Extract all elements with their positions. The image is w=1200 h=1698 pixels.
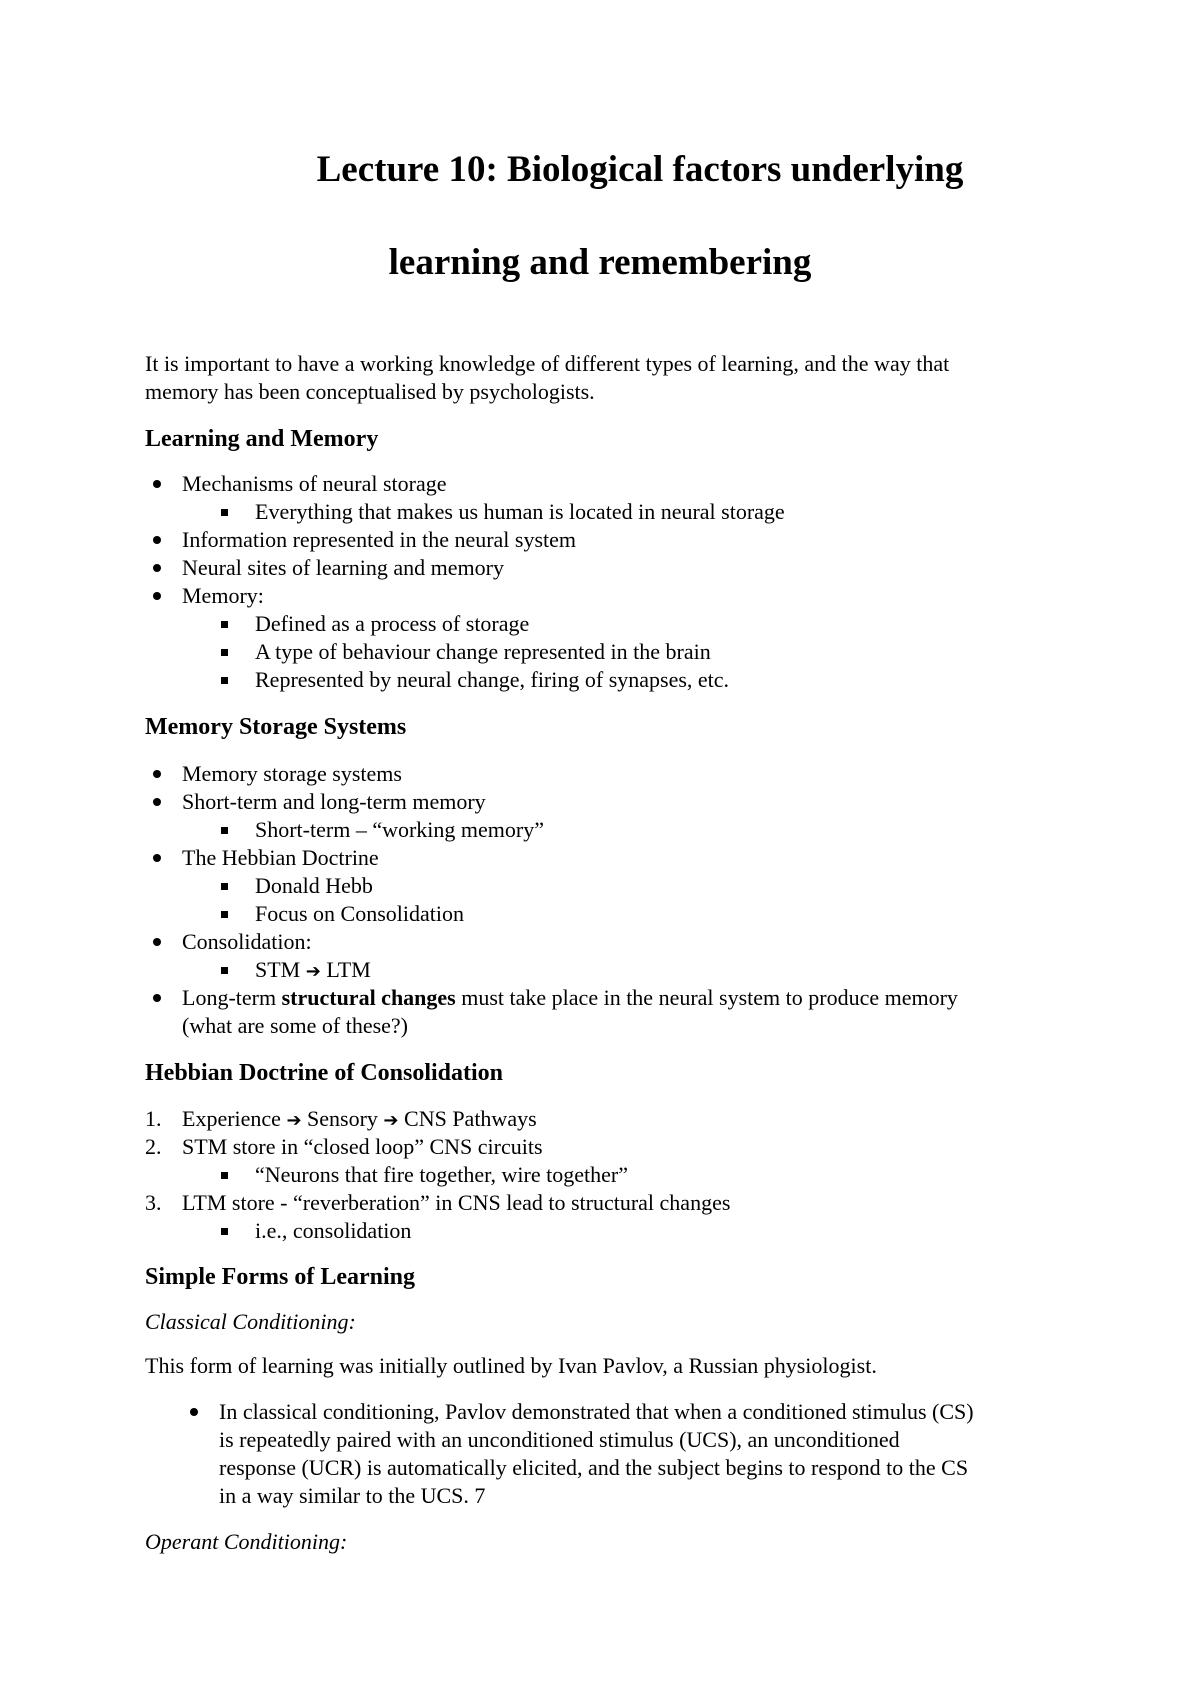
bullet-icon (190, 1408, 198, 1416)
square-bullet-icon (221, 621, 228, 628)
bullet-icon (153, 798, 161, 806)
square-bullet-icon (221, 911, 228, 918)
section-heading-hebbian: Hebbian Doctrine of Consolidation (145, 1060, 504, 1086)
square-bullet-icon (221, 883, 228, 890)
square-bullet-icon (221, 509, 228, 516)
square-bullet-icon (221, 827, 228, 834)
page-title-line-1: Lecture 10: Biological factors underlying (316, 149, 964, 190)
square-bullet-icon (221, 1172, 228, 1179)
stm-label: STM (255, 957, 301, 982)
intro-line-1: It is important to have a working knowledge of different types of learning, and the way that (145, 351, 950, 376)
bullet-icon (153, 854, 161, 862)
section-heading-learning-memory: Learning and Memory (145, 426, 379, 452)
right-arrow-icon: ➔ (383, 1110, 399, 1131)
classical-intro: This form of learning was initially outlined by Ivan Pavlov, a Russian physiologist. (145, 1353, 877, 1378)
document-page: Lecture 10: Biological factors underlying learning and remembering It is important to have a working knowledge of different types of learning, and the way that memory has been conceptualised by psychologists. Learning and Memory Mechanisms of neural storage Everything that makes us human is located in neural storage Information represented in the neural system Neural sites of learning and memory Memory: Defined as a process of storage A type of behaviour change represented in the brain Represented by neural change, firing of synapses, etc. Memory Storage Systems Memory storage systems Short-term and long-term memory Short-term – “working memory” The Hebbian Doctrine Donald Hebb Focus on Consolidation Consolidation: STM ➔ LTM Long-term structural changes must take place in the neural system to produce memory (what are some of these?) Hebbian Doctrine of Consolidation 1. Experience ➔ Sensory ➔ CNS Pathways 2. STM store in “closed loop” CNS circuits “Neurons that fire together, wire together” 3. LTM store - “reverberation” in CNS lead to structural changes i.e., consolidation Simple Forms of Learning Classical Conditioning: This form of learning was initially outlined by Ivan Pavlov, a Russian physiologist. In classical conditioning, Pavlov demonstrated that when a conditioned stimulus (CS) is repeatedly paired with an unconditioned stimulus (UCS), an unconditioned response (UCR) is automatically elicited, and the subject begins to respond to the CS in a way similar to the UCS. 7 Operant Conditioning: (0, 0, 1200, 1698)
bullet-icon (153, 938, 161, 946)
square-bullet-icon (221, 967, 228, 974)
bullet-icon (153, 770, 161, 778)
classical-conditioning-label: Classical Conditioning: (145, 1309, 356, 1334)
ltm-label: LTM (326, 957, 371, 982)
bullet-icon (153, 592, 161, 600)
bullet-icon (153, 994, 161, 1002)
page-title-line-2: learning and remembering (388, 242, 812, 283)
square-bullet-icon (221, 677, 228, 684)
bullet-icon (153, 480, 161, 488)
operant-conditioning-label: Operant Conditioning: (145, 1529, 348, 1554)
square-bullet-icon (221, 1228, 228, 1235)
emphasis-structural-changes: structural changes (281, 985, 456, 1010)
bullet-icon (153, 536, 161, 544)
square-bullet-icon (221, 649, 228, 656)
list-item-continuation: in a way similar to the UCS. 7 (219, 1483, 486, 1508)
section-heading-storage-systems: Memory Storage Systems (145, 714, 407, 740)
right-arrow-icon: ➔ (286, 1110, 302, 1131)
bullet-icon (153, 564, 161, 572)
list-item-continuation: response (UCR) is automatically elicited, and the subject begins to respond to the CS (219, 1455, 969, 1480)
list-item-continuation: is repeatedly paired with an unconditioned stimulus (UCS), an unconditioned (219, 1427, 900, 1452)
section-heading-simple-forms: Simple Forms of Learning (145, 1264, 415, 1290)
intro-line-2: memory has been conceptualised by psychologists. (145, 379, 595, 404)
right-arrow-icon: ➔ (305, 961, 321, 982)
